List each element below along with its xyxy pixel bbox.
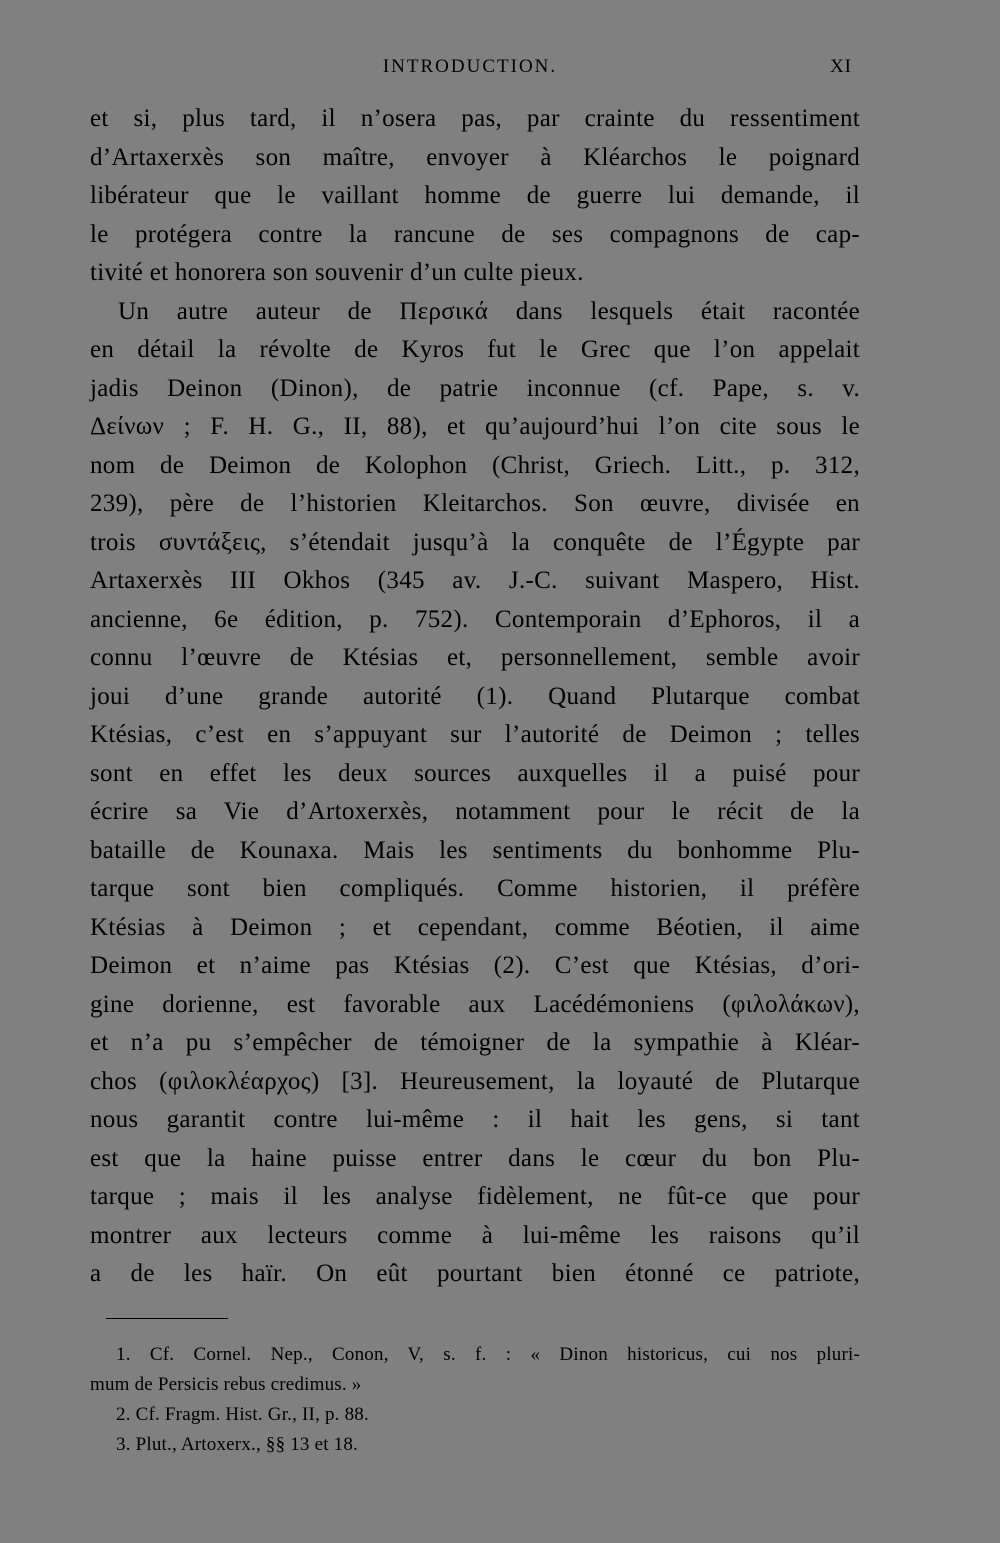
text-line: jadis Deinon (Dinon), de patrie inconnue (cf. Pape, s. v. [90, 374, 860, 402]
body-text [90, 100, 860, 1294]
text-line: chos (φιλοκλέαρχος) [3]. Heureusement, la loyauté de Plutarque [90, 1067, 860, 1095]
text-line: libérateur que le vaillant homme de guerre lui demande, il [90, 182, 860, 209]
text-line: et n’a pu s’empêcher de témoigner de la sympathie à Kléar- [90, 1029, 860, 1056]
text-line: montrer aux lecteurs comme à lui-même les raisons qu’il [90, 1221, 860, 1249]
footnote-line: mum de Persicis rebus credimus. » [90, 1374, 362, 1395]
page-number: XI [829, 56, 852, 77]
text-line: sont en effet les deux sources auxquelles il a puisé pour [90, 759, 860, 787]
text-line: tivité et honorera son souvenir d’un culte pieux. [90, 259, 584, 286]
text-line: 239), père de l’historien Kleitarchos. Son œuvre, divisée en [90, 490, 860, 517]
text-line: tarque sont bien compliqués. Comme historien, il préfère [90, 875, 860, 902]
text-line: trois συντάξεις, s’étendait jusqu’à la conquête de l’Égypte par [90, 528, 860, 556]
footnote-line: 2. Cf. Fragm. Hist. Gr., II, p. 88. [116, 1404, 369, 1425]
text-line: Ktésias à Deimon ; et cependant, comme Béotien, il aime [90, 913, 860, 941]
text-line: Ktésias, c’est en s’appuyant sur l’autorité de Deimon ; telles [90, 721, 860, 748]
text-line: a de les haïr. On eût pourtant bien étonné ce patriote, [90, 1260, 860, 1287]
text-line: le protégera contre la rancune de ses compagnons de cap- [90, 220, 860, 248]
text-line: d’Artaxerxès son maître, envoyer à Kléarchos le poignard [90, 143, 860, 171]
text-line: est que la haine puisse entrer dans le cœur du bon Plu- [90, 1144, 860, 1172]
text-line: Un autre auteur de Περσικά dans lesquels était racontée [118, 297, 860, 325]
footnote-line: 1. Cf. Cornel. Nep., Conon, V, s. f. : « Dinon historicus, cui nos pluri- [116, 1344, 860, 1365]
text-line: gine dorienne, est favorable aux Lacédémoniens (φιλολάκων), [90, 990, 860, 1018]
text-line: Artaxerxès III Okhos (345 av. J.-C. suivant Maspero, Hist. [90, 567, 860, 594]
text-line: ancienne, 6e édition, p. 752). Contemporain d’Ephoros, il a [90, 605, 860, 633]
text-line: tarque ; mais il les analyse fidèlement, ne fût-ce que pour [90, 1183, 860, 1210]
text-line: nom de Deimon de Kolophon (Christ, Griech. Litt., p. 312, [90, 451, 860, 479]
text-line: et si, plus tard, il n’osera pas, par crainte du ressentiment [90, 105, 860, 132]
footnote-line: 3. Plut., Artoxerx., §§ 13 et 18. [116, 1434, 358, 1455]
footnotes [90, 1340, 860, 1460]
text-line: écrire sa Vie d’Artoxerxès, notamment pour le récit de la [90, 798, 860, 825]
text-line: bataille de Kounaxa. Mais les sentiments du bonhomme Plu- [90, 836, 860, 864]
text-line: Deimon et n’aime pas Ktésias (2). C’est que Ktésias, d’ori- [90, 952, 860, 979]
footnote-rule [106, 1318, 228, 1319]
text-line: nous garantit contre lui-même : il hait les gens, si tant [90, 1106, 860, 1133]
running-title: INTRODUCTION. [382, 56, 558, 77]
running-head [90, 56, 850, 84]
text-line: joui d’une grande autorité (1). Quand Plutarque combat [90, 682, 860, 710]
text-line: en détail la révolte de Kyros fut le Grec que l’on appelait [90, 336, 860, 363]
text-line: Δείνων ; F. H. G., II, 88), et qu’aujourd’hui l’on cite sous le [90, 413, 860, 440]
text-line: connu l’œuvre de Ktésias et, personnellement, semble avoir [90, 644, 860, 671]
